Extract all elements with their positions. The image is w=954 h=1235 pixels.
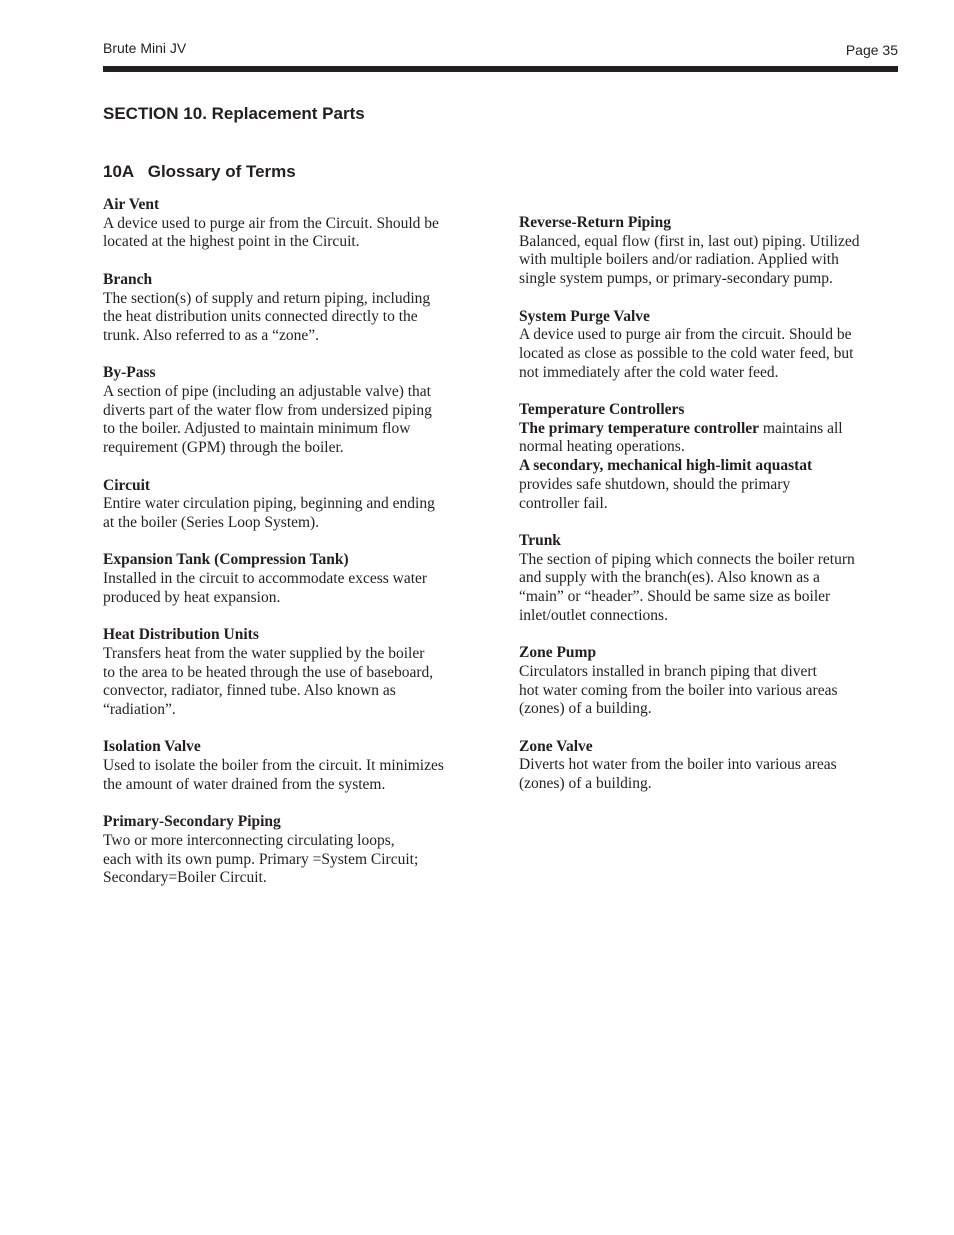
- glossary-entry-temperature-controllers: [519, 401, 899, 513]
- term-definition-line: A device used to purge air from the Circuit. Should be: [103, 214, 439, 232]
- term-title: Isolation Valve: [103, 738, 201, 756]
- term-title: Circuit: [103, 476, 151, 494]
- term-definition-line: Used to isolate the boiler from the circuit. It minimizes: [103, 757, 444, 774]
- term-title: Temperature Controllers: [519, 401, 685, 418]
- term-definition-line: single system pumps, or primary-secondary pump.: [519, 270, 833, 288]
- section-title: SECTION 10. Replacement Parts: [103, 104, 365, 123]
- term-definition-line: located at the highest point in the Circuit.: [103, 233, 360, 251]
- term-definition-line: (zones) of a building.: [519, 775, 652, 793]
- term-definition-line: A section of pipe (including an adjustable valve) that: [103, 383, 431, 400]
- term-definition-line: each with its own pump. Primary =System Circuit;: [103, 850, 419, 868]
- term-definition-line: (zones) of a building.: [519, 700, 652, 718]
- term-definition-line: Installed in the circuit to accommodate excess water: [103, 570, 428, 587]
- page-number: Page 35: [845, 42, 898, 58]
- term-definition-line: controller fail.: [519, 494, 608, 512]
- subsection-title: 10A Glossary of Terms: [103, 162, 296, 181]
- term-definition-line: inlet/outlet connections.: [519, 606, 668, 624]
- term-definition-line: trunk. Also referred to as a “zone”.: [103, 326, 320, 344]
- glossary-entry-reverse-return-piping: [519, 214, 899, 289]
- term-definition-line: Entire water circulation piping, beginning and ending: [103, 495, 435, 513]
- term-definition-line: The section of piping which connects the boiler return: [519, 550, 855, 568]
- document-name: Brute Mini JV: [103, 40, 187, 56]
- term-definition-line: at the boiler (Series Loop System).: [103, 513, 320, 531]
- term-definition-line: hot water coming from the boiler into various areas: [519, 681, 838, 699]
- term-title: Reverse-Return Piping: [519, 214, 671, 231]
- glossary-entry-by-pass: [103, 364, 488, 458]
- term-definition-line: normal heating operations.: [519, 438, 685, 456]
- glossary-entry-heat-distribution-units: [103, 626, 488, 720]
- term-definition-line: Two or more interconnecting circulating loops,: [103, 831, 395, 849]
- term-definition-line: Circulators installed in branch piping that divert: [519, 662, 817, 680]
- term-definition-line: “main” or “header”. Should be same size as boiler: [519, 588, 831, 606]
- glossary-entry-zone-pump: [519, 644, 899, 719]
- term-definition-line: A device used to purge air from the circuit. Should be: [519, 326, 852, 344]
- page-header: [103, 40, 898, 60]
- term-definition-line: to the area to be heated through the use of baseboard,: [103, 663, 434, 681]
- term-definition-line: Secondary=Boiler Circuit.: [103, 869, 267, 887]
- term-title: By-Pass: [103, 364, 156, 382]
- header-divider: [103, 66, 898, 72]
- glossary-entry-system-purge-valve: [519, 308, 899, 383]
- term-definition-line: not immediately after the cold water feed.: [519, 363, 779, 381]
- glossary-entry-zone-valve: [519, 738, 899, 794]
- term-title: Branch: [103, 270, 153, 288]
- glossary-entry-expansion-tank: [103, 551, 488, 607]
- term-definition-line: The section(s) of supply and return piping, including: [103, 289, 431, 307]
- term-definition-line: produced by heat expansion.: [103, 588, 281, 606]
- secondary-aquastat-label: A secondary, mechanical high-limit aquastat: [519, 457, 813, 475]
- term-title: System Purge Valve: [519, 307, 650, 325]
- term-title: Air Vent: [103, 196, 160, 213]
- term-title: Primary-Secondary Piping: [103, 813, 281, 831]
- term-definition-line: diverts part of the water flow from undersized piping: [103, 401, 432, 419]
- term-definition-line: Balanced, equal flow (first in, last out) piping. Utilized: [519, 232, 860, 250]
- term-definition-line: Diverts hot water from the boiler into various areas: [519, 756, 837, 774]
- term-definition-line: provides safe shutdown, should the primary: [519, 475, 791, 493]
- term-definition-line: the heat distribution units connected directly to the: [103, 308, 418, 326]
- term-definition-line: with multiple boilers and/or radiation. Applied with: [519, 251, 839, 269]
- glossary-right-column: [519, 214, 899, 812]
- term-definition-line: the amount of water drained from the system.: [103, 775, 386, 793]
- glossary-left-column: [103, 196, 488, 907]
- term-title: Heat Distribution Units: [103, 626, 259, 644]
- glossary-entry-air-vent: [103, 196, 488, 252]
- term-title: Trunk: [519, 531, 561, 549]
- glossary-entry-branch: [103, 271, 488, 346]
- term-definition-line: [519, 420, 899, 439]
- term-definition-line: located as close as possible to the cold water feed, but: [519, 344, 854, 362]
- term-definition-line: convector, radiator, finned tube. Also known as: [103, 682, 396, 700]
- term-definition-line: requirement (GPM) through the boiler.: [103, 439, 344, 457]
- term-title: Zone Valve: [519, 737, 593, 755]
- term-title: Expansion Tank (Compression Tank): [103, 551, 349, 569]
- term-definition-line: “radiation”.: [103, 700, 176, 718]
- primary-controller-label: The primary temperature controller: [519, 419, 760, 437]
- glossary-entry-isolation-valve: [103, 738, 488, 794]
- term-title: Zone Pump: [519, 644, 597, 662]
- glossary-entry-trunk: [519, 532, 899, 626]
- glossary-entry-primary-secondary-piping: [103, 813, 488, 888]
- primary-controller-text: maintains all: [759, 419, 843, 437]
- glossary-entry-circuit: [103, 477, 488, 533]
- term-definition-line: to the boiler. Adjusted to maintain minimum flow: [103, 420, 411, 438]
- term-definition-line: Transfers heat from the water supplied by the boiler: [103, 644, 425, 662]
- term-definition-line: and supply with the branch(es). Also known as a: [519, 569, 820, 587]
